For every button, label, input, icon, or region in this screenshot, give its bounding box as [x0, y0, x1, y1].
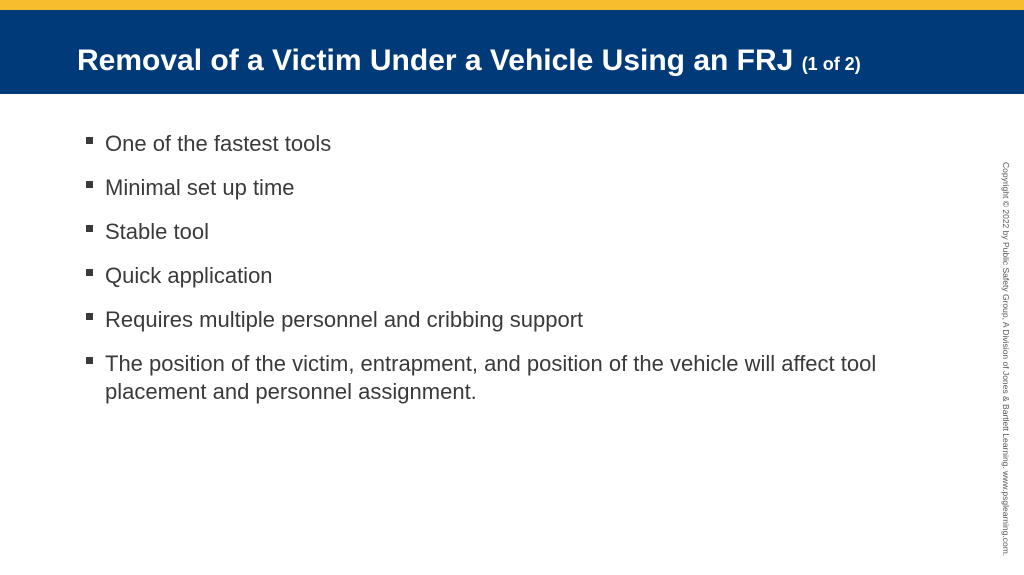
bullet-list: [86, 130, 946, 422]
square-bullet-icon: [86, 357, 93, 364]
bullet-item: [86, 350, 946, 406]
bullet-item: [86, 174, 946, 202]
bullet-text: Requires multiple personnel and cribbing support: [105, 307, 584, 332]
square-bullet-icon: [86, 269, 93, 276]
copyright-notice: Copyright © 2022 by Public Safety Group, A Division of Jones & Bartlett Learning. www.psglearning.com.: [1001, 162, 1011, 557]
square-bullet-icon: [86, 313, 93, 320]
bullet-item: [86, 130, 946, 158]
bullet-text: The position of the victim, entrapment, and position of the vehicle will affect tool placement and personnel assignment.: [105, 351, 877, 404]
bullet-item: [86, 262, 946, 290]
bullet-text: Stable tool: [105, 219, 209, 244]
slide-title-main: Removal of a Victim Under a Vehicle Using an FRJ: [77, 44, 794, 77]
accent-stripe: [0, 0, 1024, 10]
bullet-text: One of the fastest tools: [105, 131, 332, 156]
bullet-item: [86, 218, 946, 246]
bullet-item: [86, 306, 946, 334]
title-banner: [0, 10, 1024, 94]
square-bullet-icon: [86, 137, 93, 144]
bullet-text: Quick application: [105, 263, 273, 288]
slide-title-part: (1 of 2): [801, 54, 861, 74]
square-bullet-icon: [86, 225, 93, 232]
square-bullet-icon: [86, 181, 93, 188]
bullet-text: Minimal set up time: [105, 175, 295, 200]
slide-title: [77, 43, 861, 82]
